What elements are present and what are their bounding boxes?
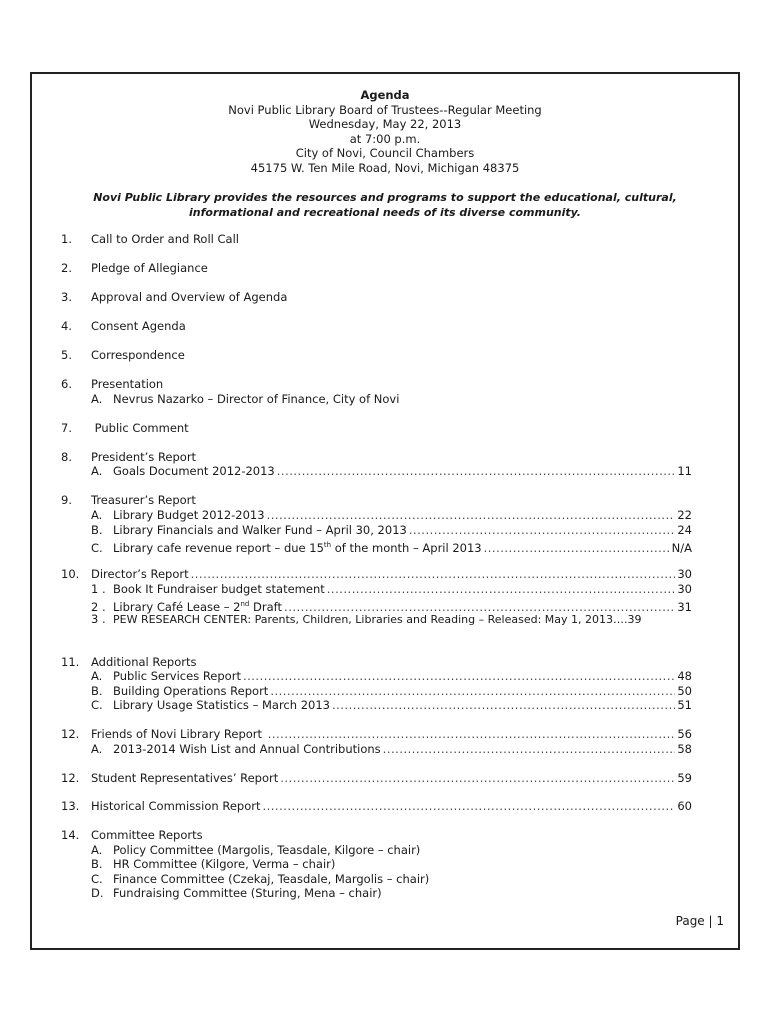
item-page: 30 — [677, 567, 692, 581]
agenda-subitem — [61, 508, 692, 523]
item-number: 4. — [61, 319, 72, 333]
item-number: 12. — [61, 727, 80, 741]
subitem-letter: 3 . — [91, 612, 106, 626]
subitem-page: 24 — [677, 523, 692, 537]
subitem-text-part: Draft — [249, 599, 283, 614]
subitem-page: 48 — [677, 669, 692, 683]
agenda-subitem — [61, 612, 692, 627]
agenda-subitem — [61, 582, 692, 597]
meeting-name: Novi Public Library Board of Trustees--Regular Meeting — [228, 102, 542, 117]
dot-leader — [332, 698, 675, 713]
item-text: Consent Agenda — [91, 319, 186, 333]
agenda-subitem — [61, 523, 692, 538]
subitem-text: Library Budget 2012-2013 — [113, 508, 265, 522]
subitem-letter: A. — [91, 464, 103, 478]
subitem-page: 22 — [677, 508, 692, 522]
subitem-letter: A. — [91, 669, 103, 683]
agenda-subitem — [61, 886, 692, 901]
item-page: 60 — [677, 799, 692, 813]
agenda-item-12b — [61, 771, 692, 786]
meeting-address: 45175 W. Ten Mile Road, Novi, Michigan 48375 — [250, 160, 520, 175]
agenda-item-8 — [61, 450, 692, 465]
agenda-page — [30, 72, 740, 950]
dot-leader — [268, 727, 676, 742]
item-number: 8. — [61, 450, 72, 464]
subitem-letter: B. — [91, 684, 103, 698]
item-text: Historical Commission Report — [91, 799, 261, 813]
subitem-letter: A. — [91, 392, 103, 406]
agenda-item-6 — [61, 377, 692, 392]
agenda-subitem — [61, 843, 692, 858]
agenda-subitem — [61, 684, 692, 699]
agenda-subitem — [61, 392, 692, 407]
item-number: 3. — [61, 290, 72, 304]
subitem-letter: B. — [91, 857, 103, 871]
agenda-subitem — [61, 597, 692, 612]
subitem-text: Library Financials and Walker Fund – April 30, 2013 — [113, 523, 407, 537]
subitem-page: 30 — [677, 582, 692, 596]
dot-leader — [383, 742, 676, 757]
subitem-text: Building Operations Report — [113, 684, 269, 698]
superscript: nd — [240, 600, 250, 608]
item-text: Student Representatives’ Report — [91, 771, 279, 785]
item-text: Committee Reports — [91, 828, 203, 842]
subitem-page: 50 — [677, 684, 692, 698]
agenda-item-1 — [61, 232, 692, 247]
item-number: 2. — [61, 261, 72, 275]
agenda-item-12 — [61, 727, 692, 742]
subitem-text: Public Services Report — [113, 669, 241, 683]
subitem-letter: 2 . — [91, 599, 106, 614]
subitem-page: N/A — [671, 540, 692, 555]
subitem-page: 51 — [677, 698, 692, 712]
mission-statement — [92, 190, 678, 220]
agenda-subitem — [61, 698, 692, 713]
item-number: 5. — [61, 348, 72, 362]
item-text: Friends of Novi Library Report — [91, 727, 266, 741]
item-text: Correspondence — [91, 348, 185, 362]
item-number: 14. — [61, 828, 80, 842]
agenda-subitem — [61, 669, 692, 684]
subitem-letter: A. — [91, 508, 103, 522]
agenda-item-9 — [61, 493, 692, 508]
meeting-time: at 7:00 p.m. — [349, 131, 421, 146]
item-text: Additional Reports — [91, 655, 197, 669]
item-text: President’s Report — [91, 450, 197, 464]
item-text: Presentation — [91, 377, 164, 391]
subitem-letter: A. — [91, 742, 103, 756]
dot-leader — [191, 567, 676, 582]
subitem-text: HR Committee (Kilgore, Verma – chair) — [113, 857, 336, 871]
subitem-letter: C. — [91, 872, 103, 886]
subitem-letter: C. — [91, 540, 103, 555]
agenda-subitem — [61, 872, 692, 887]
mission-line-2: informational and recreational needs of its diverse community. — [189, 206, 581, 219]
dot-leader — [280, 771, 675, 786]
subitem-letter: 1 . — [91, 582, 106, 596]
item-number: 1. — [61, 232, 72, 246]
subitem-letter: C. — [91, 698, 103, 712]
subitem-letter: D. — [91, 886, 104, 900]
item-page: 56 — [677, 727, 692, 741]
document-header — [32, 88, 738, 176]
page-number: Page | 1 — [675, 914, 724, 928]
subitem-page: 11 — [677, 464, 692, 478]
subitem-text: Book It Fundraiser budget statement — [113, 582, 325, 596]
agenda-item-7 — [61, 421, 692, 436]
subitem-letter: B. — [91, 523, 103, 537]
agenda-item-4 — [61, 319, 692, 334]
agenda-item-11 — [61, 655, 692, 670]
mission-line-1: Novi Public Library provides the resources and programs to support the educational, cultural, — [93, 191, 677, 204]
item-number: 6. — [61, 377, 72, 391]
agenda-subitem — [61, 538, 692, 553]
subitem-page: 58 — [677, 742, 692, 756]
subitem-letter: A. — [91, 843, 103, 857]
document-title: Agenda — [360, 88, 410, 102]
agenda-item-13 — [61, 799, 692, 814]
meeting-venue: City of Novi, Council Chambers — [295, 146, 475, 161]
subitem-text: Nevrus Nazarko – Director of Finance, City of Novi — [113, 392, 400, 406]
dot-leader — [277, 464, 676, 479]
item-text: Approval and Overview of Agenda — [91, 290, 288, 304]
subitem-page: 31 — [677, 599, 692, 614]
subitem-text — [113, 538, 482, 556]
subitem-text: Goals Document 2012-2013 — [113, 464, 275, 478]
agenda-subitem — [61, 742, 692, 757]
item-number: 11. — [61, 655, 80, 669]
item-number: 9. — [61, 493, 72, 507]
agenda-item-14 — [61, 828, 692, 843]
subitem-text: PEW RESEARCH CENTER: Parents, Children, Libraries and Reading – Released: May 1, 2013….39 — [113, 613, 642, 626]
agenda-item-2 — [61, 261, 692, 276]
dot-leader — [262, 799, 675, 814]
agenda-item-5 — [61, 348, 692, 363]
item-number: 7. — [61, 421, 72, 435]
subitem-text: Library Usage Statistics – March 2013 — [113, 698, 330, 712]
item-number: 10. — [61, 567, 80, 581]
dot-leader — [270, 684, 675, 699]
subitem-text: 2013-2014 Wish List and Annual Contributions — [113, 742, 381, 756]
dot-leader — [484, 541, 670, 556]
subitem-text-part: of the month – April 2013 — [331, 540, 482, 555]
item-number: 12. — [61, 771, 80, 785]
superscript: th — [323, 541, 332, 549]
dot-leader — [327, 582, 676, 597]
subitem-text-part: Library Café Lease – 2 — [113, 599, 241, 614]
agenda-subitem — [61, 857, 692, 872]
subitem-text: Finance Committee (Czekaj, Teasdale, Margolis – chair) — [113, 872, 430, 886]
meeting-date: Wednesday, May 22, 2013 — [308, 117, 462, 132]
agenda-item-3 — [61, 290, 692, 305]
subitem-text: Policy Committee (Margolis, Teasdale, Kilgore – chair) — [113, 843, 421, 857]
dot-leader — [409, 523, 676, 538]
agenda-item-10 — [61, 567, 692, 582]
item-page: 59 — [677, 771, 692, 785]
item-text: Pledge of Allegiance — [91, 261, 208, 275]
agenda-subitem — [61, 464, 692, 479]
item-text: Treasurer’s Report — [91, 493, 196, 507]
item-text: Director’s Report — [91, 567, 189, 581]
item-text: Public Comment — [91, 421, 189, 435]
subitem-text-part: Library cafe revenue report – due 15 — [113, 540, 324, 555]
dot-leader — [243, 669, 675, 684]
item-text: Call to Order and Roll Call — [91, 232, 239, 246]
dot-leader — [267, 508, 676, 523]
subitem-text: Fundraising Committee (Sturing, Mena – chair) — [113, 886, 382, 900]
item-number: 13. — [61, 799, 80, 813]
